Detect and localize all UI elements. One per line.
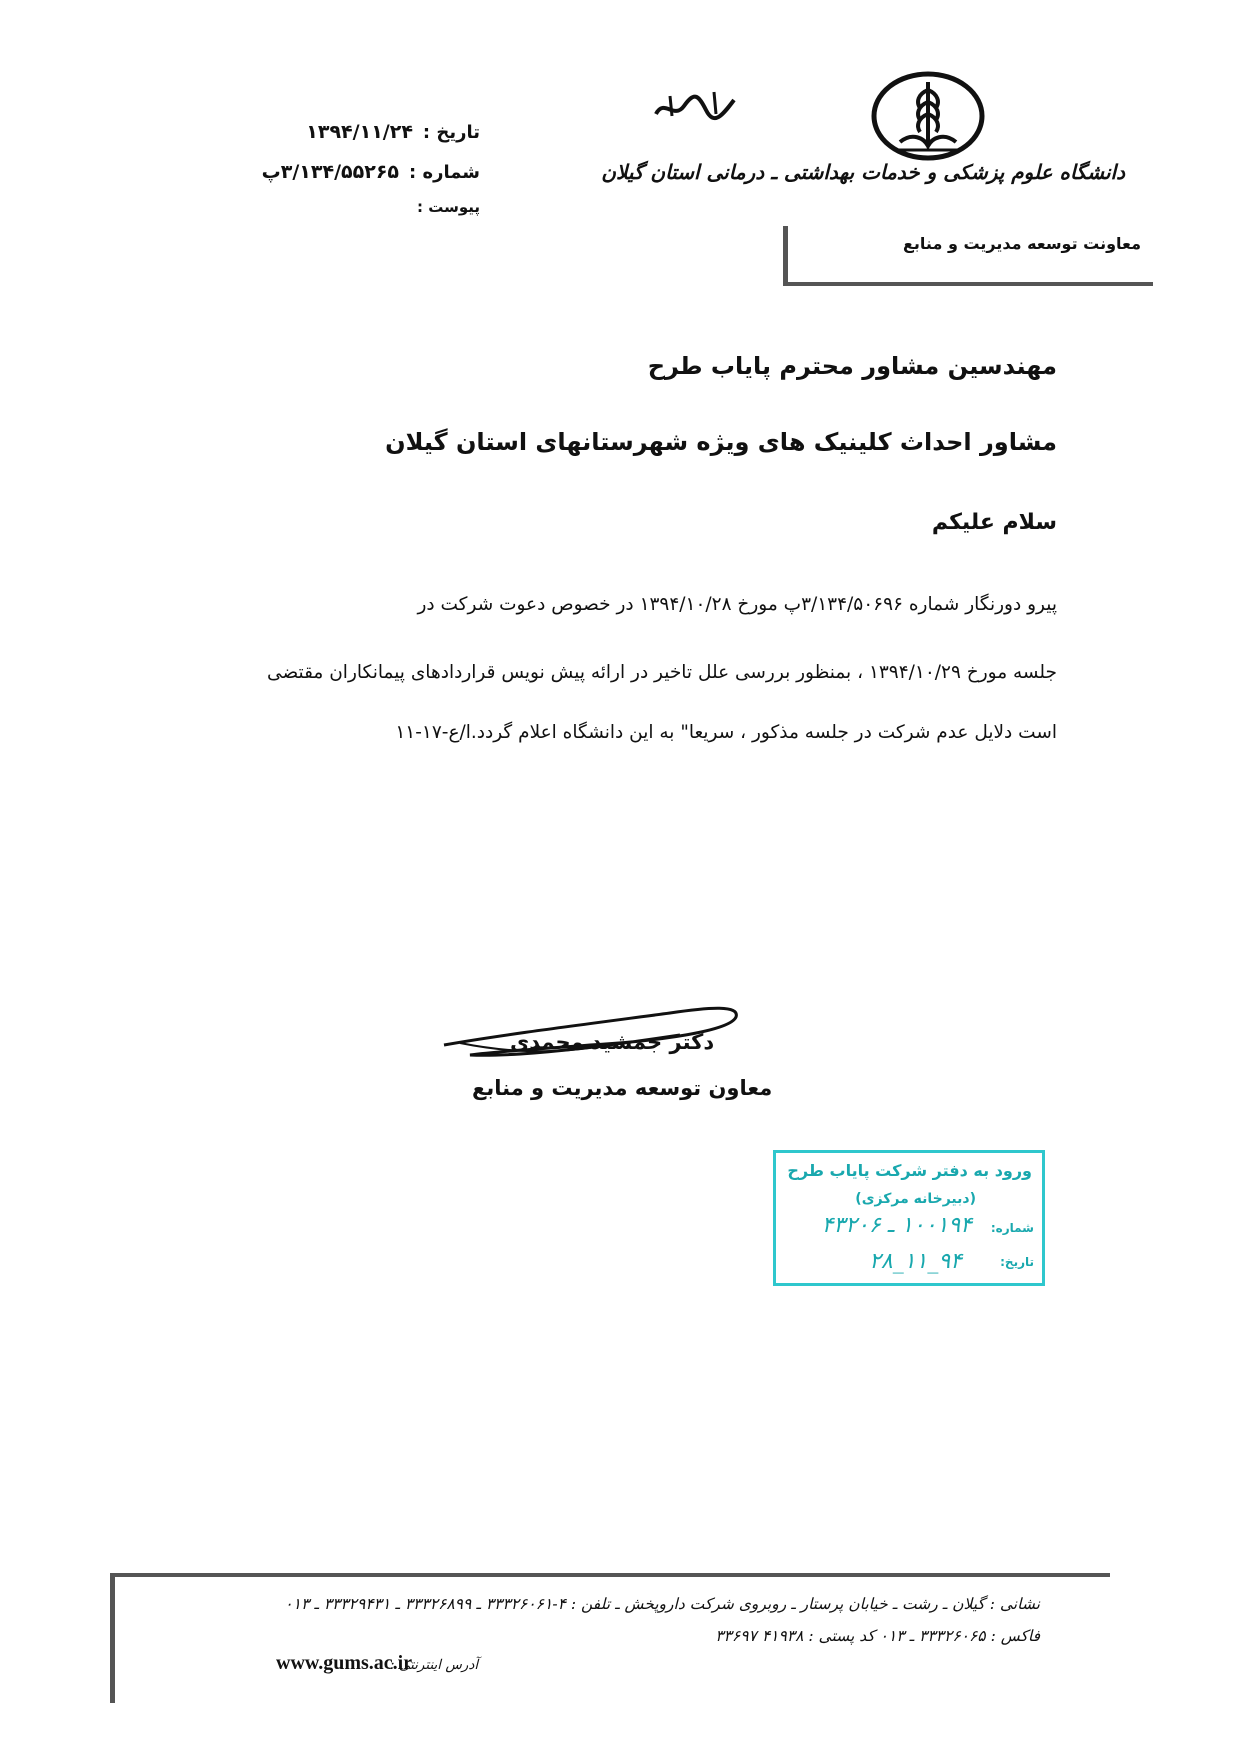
number-value: ۳/۱۳۴/۵۵۲۶۵پ — [261, 161, 400, 183]
attachment-row — [220, 192, 480, 222]
number-label: شماره : — [409, 161, 480, 183]
stamp-subtitle: (دبیرخانه مرکزی) — [855, 1191, 976, 1207]
recipient-line-2: مشاور احداث کلینیک های ویژه شهرستانهای استان گیلان — [385, 428, 1057, 456]
basmala-calligraphy — [650, 86, 740, 126]
stamp-date-label: تاریخ: — [1000, 1255, 1034, 1269]
date-label: تاریخ : — [422, 121, 480, 143]
footer-fax-postal: فاکس : ۳۳۳۲۶۰۶۵ ـ ۰۱۳ کد پستی : ۴۱۹۳۸ ۳۳۶۹۷ — [715, 1627, 1040, 1645]
recipient-line-1: مهندسین مشاور محترم پایاب طرح — [647, 352, 1057, 380]
department-header-box — [783, 226, 1153, 286]
date-row — [220, 112, 480, 152]
stamp-number-label: شماره: — [990, 1221, 1034, 1235]
number-row — [220, 152, 480, 192]
stamp-title: ورود به دفتر شرکت پایاب طرح — [787, 1161, 1032, 1180]
footer-left-rule — [110, 1573, 115, 1703]
footer-website-label: آدرس اینترنتی : — [390, 1657, 479, 1673]
body-paragraph-line-2: جلسه مورخ ۱۳۹۴/۱۰/۲۹ ، بمنظور بررسی علل تاخیر در ارائه پیش نویس قراردادهای پیمانکاران مقتضی — [267, 662, 1057, 683]
stamp-date-value: ۹۴_۱۱_۲۸ — [869, 1249, 962, 1274]
university-logo-icon — [868, 68, 988, 164]
footer-address: نشانی : گیلان ـ رشت ـ خیابان پرستار ـ روبروی شرکت داروپخش ـ تلفن : ۴-۳۳۳۲۶۰۶۱ ـ ۳۳۳۲۶۸۹۹ ـ ۳۳۳۲۹۴۳۱ ـ ۰۱۳ — [284, 1595, 1040, 1613]
body-paragraph-line-1: پیرو دورنگار شماره ۳/۱۳۴/۵۰۶۹۶پ مورخ ۱۳۹۴/۱۰/۲۸ در خصوص دعوت شرکت در — [417, 594, 1057, 615]
department-label: معاونت توسعه مدیریت و منابع — [902, 234, 1141, 253]
attachment-label: پیوست : — [416, 198, 480, 216]
signer-name: دکتر جمشید محمدی — [510, 1030, 715, 1054]
greeting: سلام علیکم — [931, 510, 1057, 535]
signer-title: معاون توسعه مدیریت و منابع — [472, 1076, 773, 1100]
body-paragraph-line-3: است دلایل عدم شرکت در جلسه مذکور ، سریعا" به این دانشگاه اعلام گردد.ا/ع-۱۷-۱۱ — [395, 722, 1057, 743]
receipt-stamp — [773, 1150, 1045, 1286]
stamp-number-value: ۱۰۰۱۹۴ ـ ۴۳۲۰۶ — [821, 1213, 972, 1238]
university-name: دانشگاه علوم پزشکی و خدمات بهداشتی ـ درمانی استان گیلان — [601, 160, 1125, 184]
letter-metadata — [220, 112, 480, 222]
date-value: ۱۳۹۴/۱۱/۲۴ — [306, 121, 413, 143]
footer-top-rule — [110, 1573, 1110, 1577]
footer-website-link[interactable]: www.gums.ac.ir — [276, 1652, 413, 1674]
